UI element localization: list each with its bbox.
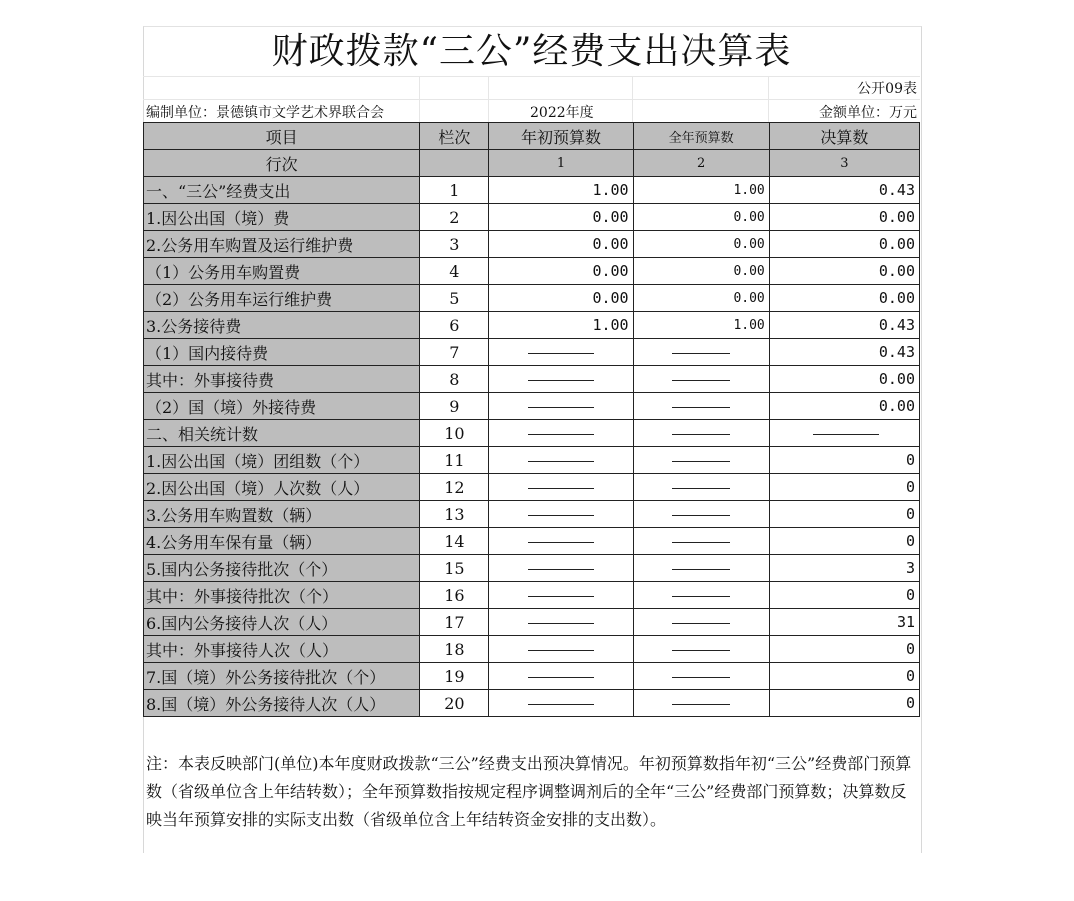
budget-full-cell-empty	[633, 447, 769, 474]
dash-mark	[813, 434, 879, 435]
budget-full-cell-empty	[633, 690, 769, 717]
table-row	[144, 204, 920, 231]
final-cell: 0	[769, 501, 919, 528]
row-number: 20	[420, 690, 489, 717]
table-row	[144, 177, 920, 204]
budget-start-cell-empty	[489, 366, 633, 393]
final-cell: 0.00	[769, 393, 919, 420]
grid-line	[768, 76, 769, 122]
budget-start-cell-empty	[489, 663, 633, 690]
final-cell: 0	[769, 582, 919, 609]
row-label: 其中：外事接待费	[144, 366, 420, 393]
final-cell: 31	[769, 609, 919, 636]
header-budget-full: 全年预算数	[633, 123, 769, 150]
row-label: 7.国（境）外公务接待批次（个）	[144, 663, 420, 690]
row-index-label: 行次	[144, 150, 420, 177]
grid-line	[419, 76, 420, 122]
row-label: 1.因公出国（境）团组数（个）	[144, 447, 420, 474]
dash-mark	[528, 488, 594, 489]
dash-mark	[672, 461, 730, 462]
row-number: 10	[420, 420, 489, 447]
row-index-c1: 1	[489, 150, 633, 177]
row-number: 5	[420, 285, 489, 312]
dash-mark	[672, 569, 730, 570]
final-cell: 0.00	[769, 204, 919, 231]
budget-full-cell-empty	[633, 393, 769, 420]
budget-start-cell: 0.00	[489, 231, 633, 258]
page-title: 财政拨款“三公”经费支出决算表	[271, 31, 792, 72]
table-row	[144, 339, 920, 366]
grid-line	[488, 76, 489, 122]
final-cell: 0	[769, 447, 919, 474]
row-label: （1）国内接待费	[144, 339, 420, 366]
dash-mark	[528, 542, 594, 543]
budget-start-cell-empty	[489, 339, 633, 366]
row-label: 二、相关统计数	[144, 420, 420, 447]
final-cell: 0	[769, 636, 919, 663]
row-index-c2: 2	[633, 150, 769, 177]
dash-mark	[672, 515, 730, 516]
row-number: 17	[420, 609, 489, 636]
grid-line	[632, 76, 633, 122]
budget-full-cell-empty	[633, 636, 769, 663]
budget-start-cell-empty	[489, 474, 633, 501]
row-number: 11	[420, 447, 489, 474]
budget-full-cell-empty	[633, 528, 769, 555]
dash-mark	[528, 515, 594, 516]
table-row	[144, 609, 920, 636]
final-cell: 0.00	[769, 258, 919, 285]
budget-start-cell: 0.00	[489, 285, 633, 312]
row-number: 12	[420, 474, 489, 501]
budget-full-cell-empty	[633, 501, 769, 528]
final-cell: 0	[769, 690, 919, 717]
final-cell: 0.43	[769, 339, 919, 366]
table-row	[144, 474, 920, 501]
row-number: 4	[420, 258, 489, 285]
table-row	[144, 420, 920, 447]
budget-start-cell-empty	[489, 582, 633, 609]
dash-mark	[528, 650, 594, 651]
row-number: 18	[420, 636, 489, 663]
table-row	[144, 528, 920, 555]
budget-full-cell: 0.00	[633, 258, 769, 285]
final-cell: 3	[769, 555, 919, 582]
dash-mark	[528, 461, 594, 462]
dash-mark	[528, 623, 594, 624]
table-row	[144, 501, 920, 528]
row-label: 3.公务接待费	[144, 312, 420, 339]
row-label: 5.国内公务接待批次（个）	[144, 555, 420, 582]
row-label: 8.国（境）外公务接待人次（人）	[144, 690, 420, 717]
dash-mark	[672, 542, 730, 543]
budget-full-cell: 0.00	[633, 231, 769, 258]
budget-full-cell-empty	[633, 420, 769, 447]
footnote: 注：本表反映部门(单位)本年度财政拨款“三公”经费支出预决算情况。年初预算数指年初“三公”经费部门预算数（省级单位含上年结转数）；全年预算数指按规定程序调整调剂后的全年“三公”经费部门预算数；决算数反映当年预算安排的实际支出数（省级单位含上年结转资金安排的支出数）。	[146, 754, 912, 829]
budget-full-cell: 1.00	[633, 177, 769, 204]
dash-mark	[672, 353, 730, 354]
table-row	[144, 285, 920, 312]
budget-full-cell: 0.00	[633, 285, 769, 312]
dash-mark	[528, 380, 594, 381]
dash-mark	[672, 380, 730, 381]
dash-mark	[672, 650, 730, 651]
final-cell: 0.00	[769, 285, 919, 312]
table-header-row	[144, 123, 920, 150]
final-cell: 0	[769, 663, 919, 690]
money-unit: 金额单位：万元	[819, 105, 917, 121]
final-cell: 0	[769, 474, 919, 501]
table-row	[144, 582, 920, 609]
final-cell: 0.43	[769, 312, 919, 339]
row-index-empty	[420, 150, 489, 177]
table-row	[144, 366, 920, 393]
budget-start-cell-empty	[489, 528, 633, 555]
final-cell: 0.00	[769, 366, 919, 393]
row-label: （2）公务用车运行维护费	[144, 285, 420, 312]
dash-mark	[672, 704, 730, 705]
grid-line	[143, 99, 920, 100]
row-number: 9	[420, 393, 489, 420]
row-label: 2.因公出国（境）人次数（人）	[144, 474, 420, 501]
dash-mark	[528, 569, 594, 570]
final-cell: 0.43	[769, 177, 919, 204]
row-number: 16	[420, 582, 489, 609]
table-row	[144, 312, 920, 339]
budget-full-cell-empty	[633, 474, 769, 501]
budget-start-cell-empty	[489, 609, 633, 636]
budget-start-cell: 1.00	[489, 177, 633, 204]
budget-full-cell: 0.00	[633, 204, 769, 231]
header-budget-start: 年初预算数	[489, 123, 633, 150]
budget-full-cell-empty	[633, 609, 769, 636]
dash-mark	[528, 677, 594, 678]
row-number: 6	[420, 312, 489, 339]
row-number: 13	[420, 501, 489, 528]
table-row	[144, 231, 920, 258]
budget-full-cell-empty	[633, 663, 769, 690]
dash-mark	[672, 488, 730, 489]
row-label: 6.国内公务接待人次（人）	[144, 609, 420, 636]
dash-mark	[528, 353, 594, 354]
table-row	[144, 555, 920, 582]
dash-mark	[528, 596, 594, 597]
budget-full-cell-empty	[633, 555, 769, 582]
budget-full-cell-empty	[633, 582, 769, 609]
row-number: 1	[420, 177, 489, 204]
final-cell: 0.00	[769, 231, 919, 258]
row-number: 7	[420, 339, 489, 366]
final-cell: 0	[769, 528, 919, 555]
budget-start-cell: 1.00	[489, 312, 633, 339]
row-number: 2	[420, 204, 489, 231]
header-item: 项目	[144, 123, 420, 150]
dash-mark	[528, 407, 594, 408]
table-row	[144, 663, 920, 690]
row-label: （1）公务用车购置费	[144, 258, 420, 285]
row-label: 其中：外事接待批次（个）	[144, 582, 420, 609]
row-number: 19	[420, 663, 489, 690]
form-number: 公开09表	[857, 81, 917, 97]
row-number: 8	[420, 366, 489, 393]
budget-start-cell-empty	[489, 393, 633, 420]
dash-mark	[672, 434, 730, 435]
reporting-unit: 编制单位：景德镇市文学艺术界联合会	[146, 105, 384, 121]
budget-start-cell-empty	[489, 555, 633, 582]
dash-mark	[672, 677, 730, 678]
dash-mark	[672, 623, 730, 624]
row-label: 一、“三公”经费支出	[144, 177, 420, 204]
dash-mark	[528, 704, 594, 705]
budget-start-cell-empty	[489, 447, 633, 474]
budget-full-cell-empty	[633, 339, 769, 366]
budget-start-cell: 0.00	[489, 258, 633, 285]
row-number: 14	[420, 528, 489, 555]
row-label: 3.公务用车购置数（辆）	[144, 501, 420, 528]
row-label: 4.公务用车保有量（辆）	[144, 528, 420, 555]
row-number: 3	[420, 231, 489, 258]
row-label: 2.公务用车购置及运行维护费	[144, 231, 420, 258]
final-cell-empty	[769, 420, 919, 447]
budget-full-cell-empty	[633, 366, 769, 393]
budget-full-cell: 1.00	[633, 312, 769, 339]
row-index-row	[144, 150, 920, 177]
expenditure-table	[143, 122, 920, 717]
dash-mark	[672, 407, 730, 408]
row-number: 15	[420, 555, 489, 582]
dash-mark	[672, 596, 730, 597]
dash-mark	[528, 434, 594, 435]
table-row	[144, 447, 920, 474]
row-index-c3: 3	[769, 150, 919, 177]
header-final: 决算数	[769, 123, 919, 150]
row-label: 1.因公出国（境）费	[144, 204, 420, 231]
row-label: 其中：外事接待人次（人）	[144, 636, 420, 663]
budget-start-cell-empty	[489, 690, 633, 717]
table-row	[144, 393, 920, 420]
table-row	[144, 690, 920, 717]
table-row	[144, 258, 920, 285]
grid-line	[143, 76, 920, 77]
budget-start-cell-empty	[489, 420, 633, 447]
fiscal-year: 2022年度	[530, 105, 594, 121]
table-row	[144, 636, 920, 663]
budget-start-cell-empty	[489, 501, 633, 528]
row-label: （2）国（境）外接待费	[144, 393, 420, 420]
budget-start-cell: 0.00	[489, 204, 633, 231]
budget-start-cell-empty	[489, 636, 633, 663]
header-col-no: 栏次	[420, 123, 489, 150]
